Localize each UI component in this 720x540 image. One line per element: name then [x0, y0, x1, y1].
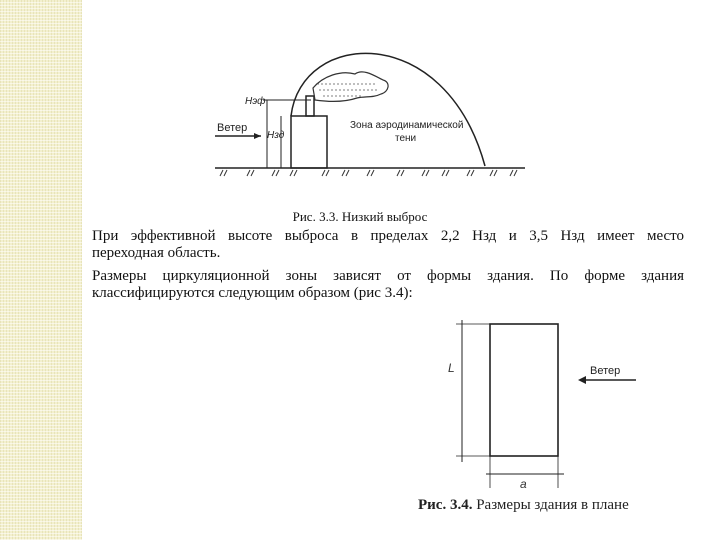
label-h-eff: Hэф	[245, 96, 266, 107]
figure-building-plan-diagram	[440, 316, 650, 496]
label-wind-2: Ветер	[590, 365, 621, 377]
label-zone-line1: Зона аэродинамической	[350, 120, 464, 131]
paragraph-1-line-1: При эффективной высоте выброса в пределах 2,2 Hзд и 3,5 Hзд имеет место	[92, 228, 684, 244]
figure2-caption-prefix: Рис. 3.4.	[418, 497, 473, 513]
label-wind: Ветер	[217, 122, 248, 134]
plume-shading	[317, 84, 379, 96]
figure2-caption	[418, 497, 629, 514]
ground-hatching	[220, 170, 517, 176]
figure1-caption: Рис. 3.3. Низкий выброс	[292, 209, 428, 224]
plume	[313, 72, 388, 101]
wind-arrow-head-2	[578, 376, 586, 384]
wind-arrow-head	[254, 133, 261, 139]
shadow-zone-arc	[291, 53, 485, 166]
figure-low-emission-diagram	[205, 40, 530, 190]
building	[291, 116, 327, 168]
label-h-building: Hзд	[267, 130, 285, 141]
label-zone-line2: тени	[395, 133, 417, 144]
building-plan	[490, 324, 558, 456]
label-width: a	[520, 477, 527, 491]
decorative-border	[0, 0, 82, 540]
paragraph-2	[92, 268, 684, 302]
paragraph-1	[92, 228, 684, 262]
stack	[306, 96, 314, 116]
paragraph-2-line-2: классифицируются следующим образом (рис 3.4):	[92, 285, 413, 301]
figure2-caption-text: Размеры здания в плане	[472, 497, 629, 513]
paragraph-1-line-2: переходная область.	[92, 245, 221, 261]
label-length: L	[448, 361, 455, 375]
paragraph-2-line-1: Размеры циркуляционной зоны зависят от формы здания. По форме здания	[92, 268, 684, 284]
